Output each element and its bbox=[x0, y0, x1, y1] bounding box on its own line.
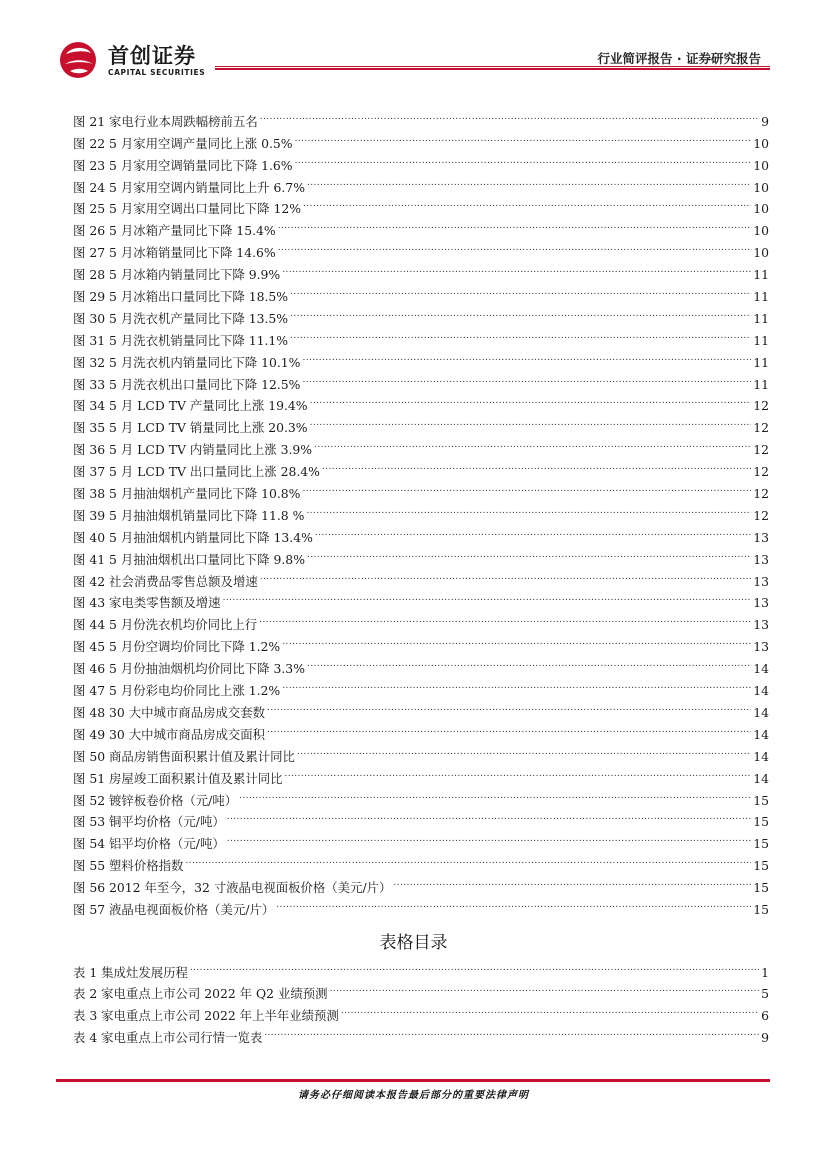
dot-leader bbox=[393, 870, 751, 892]
figure-toc-entry-page-number: 12 bbox=[753, 507, 769, 523]
figure-toc-entry-label: 图 25 5 月家用空调出口量同比下降 12% bbox=[73, 201, 302, 217]
figure-toc-entry-page-number: 10 bbox=[753, 245, 769, 261]
figure-toc-entry-page-number: 12 bbox=[753, 464, 769, 480]
figure-toc-entry-label: 图 55 塑料价格指数 bbox=[73, 858, 184, 874]
table-toc-entry-page-number: 1 bbox=[761, 964, 769, 980]
figure-toc-entry-page-number: 10 bbox=[753, 179, 769, 195]
figure-toc-entry-label: 图 46 5 月份抽油烟机均价同比下降 3.3% bbox=[73, 661, 305, 677]
figure-toc-entry-label: 图 24 5 月家用空调内销量同比上升 6.7% bbox=[73, 179, 305, 195]
figure-toc-entry-page-number: 12 bbox=[753, 420, 769, 436]
figure-toc-entry-page-number: 13 bbox=[753, 573, 769, 589]
figure-toc-entry-label: 图 52 镀锌板卷价格（元/吨） bbox=[73, 792, 238, 808]
figure-toc-entry-page-number: 15 bbox=[753, 814, 769, 830]
figure-toc-entry-page-number: 15 bbox=[753, 901, 769, 917]
figure-toc-entry-label: 图 35 5 月 LCD TV 销量同比上涨 20.3% bbox=[73, 420, 308, 436]
dot-leader bbox=[227, 805, 751, 827]
dot-leader bbox=[302, 345, 751, 367]
dot-leader bbox=[322, 454, 751, 476]
figure-toc-entry-page-number: 14 bbox=[753, 726, 769, 742]
figure-toc-entry-label: 图 39 5 月抽油烟机销量同比下降 11.8 % bbox=[73, 507, 305, 523]
dot-leader bbox=[227, 826, 751, 848]
figure-toc-entry-page-number: 15 bbox=[753, 792, 769, 808]
header-divider-thick bbox=[215, 68, 770, 70]
dot-leader bbox=[330, 977, 760, 999]
figure-toc-entry-label: 图 50 商品房销售面积累计值及累计同比 bbox=[73, 748, 295, 764]
figure-toc-entry-page-number: 10 bbox=[753, 135, 769, 151]
figure-toc-entry-page-number: 12 bbox=[753, 486, 769, 502]
dot-leader bbox=[267, 717, 751, 739]
figure-toc-entry-label: 图 53 铜平均价格（元/吨） bbox=[73, 814, 225, 830]
figure-toc-entry-label: 图 45 5 月份空调均价同比下降 1.2% bbox=[73, 639, 281, 655]
dot-leader bbox=[303, 192, 751, 214]
figure-toc-entry-label: 图 36 5 月 LCD TV 内销量同比上涨 3.9% bbox=[73, 442, 313, 458]
dot-leader bbox=[307, 542, 751, 564]
figure-toc-entry-label: 图 30 5 月洗衣机产量同比下降 13.5% bbox=[73, 310, 289, 326]
dot-leader bbox=[315, 520, 751, 542]
table-toc-entry-page-number: 5 bbox=[761, 986, 769, 1002]
figure-toc-entry-page-number: 13 bbox=[753, 551, 769, 567]
figure-toc-entry-label: 图 54 铝平均价格（元/吨） bbox=[73, 836, 225, 852]
figure-toc-entry-label: 图 31 5 月洗衣机销量同比下降 11.1% bbox=[73, 332, 289, 348]
figure-toc-entry-page-number: 14 bbox=[753, 661, 769, 677]
dot-leader bbox=[295, 148, 752, 170]
dot-leader bbox=[259, 607, 751, 629]
figure-toc-entry-page-number: 11 bbox=[753, 267, 769, 283]
figure-toc-entry-page-number: 11 bbox=[753, 354, 769, 370]
table-toc-entry-page-number: 6 bbox=[761, 1008, 769, 1024]
dot-leader bbox=[295, 126, 752, 148]
figure-toc-entry-page-number: 15 bbox=[753, 858, 769, 874]
dot-leader bbox=[267, 695, 751, 717]
dot-leader bbox=[290, 301, 751, 323]
table-toc-entry-label: 表 1 集成灶发展历程 bbox=[73, 964, 188, 980]
figure-toc-entry-label: 图 51 房屋竣工面积累计值及累计同比 bbox=[73, 770, 283, 786]
figure-toc-entry-label: 图 57 液晶电视面板价格（美元/片） bbox=[73, 901, 275, 917]
dot-leader bbox=[302, 367, 751, 389]
table-toc-entry-label: 表 3 家电重点上市公司 2022 年上半年业绩预测 bbox=[73, 1008, 339, 1024]
figure-toc-entry-page-number: 11 bbox=[753, 310, 769, 326]
table-toc-entry[interactable] bbox=[73, 955, 769, 980]
dot-leader bbox=[314, 432, 751, 454]
figure-toc-entry-label: 图 38 5 月抽油烟机产量同比下降 10.8% bbox=[73, 486, 301, 502]
dot-leader bbox=[302, 476, 751, 498]
figure-toc-entry-label: 图 43 家电类零售额及增速 bbox=[73, 595, 221, 611]
page-header bbox=[0, 0, 827, 90]
dot-leader bbox=[307, 170, 751, 192]
figure-toc-entry-label: 图 21 家电行业本周跌幅榜前五名 bbox=[73, 113, 258, 129]
figure-toc-entry-page-number: 9 bbox=[761, 113, 769, 129]
dot-leader bbox=[223, 586, 752, 608]
footer-divider bbox=[56, 1079, 770, 1082]
figure-toc-entry-label: 图 32 5 月洗衣机内销量同比下降 10.1% bbox=[73, 354, 301, 370]
figure-toc-entry-label: 图 47 5 月份彩电均价同比上涨 1.2% bbox=[73, 683, 281, 699]
dot-leader bbox=[185, 848, 751, 870]
header-divider bbox=[215, 66, 770, 67]
legal-disclaimer: 请务必仔细阅读本报告最后部分的重要法律声明 bbox=[298, 1090, 529, 1101]
figure-toc-entry-page-number: 11 bbox=[753, 332, 769, 348]
dot-leader bbox=[341, 998, 759, 1020]
figure-toc-entry-label: 图 34 5 月 LCD TV 产量同比上涨 19.4% bbox=[73, 398, 308, 414]
figure-toc-entry-label: 图 22 5 月家用空调产量同比上涨 0.5% bbox=[73, 135, 293, 151]
figure-toc-entry-page-number: 13 bbox=[753, 639, 769, 655]
dot-leader bbox=[282, 257, 751, 279]
table-toc-title: 表格目录 bbox=[379, 933, 448, 953]
figure-toc-entry-page-number: 11 bbox=[753, 376, 769, 392]
figure-toc-entry-page-number: 14 bbox=[753, 770, 769, 786]
figure-toc-entry-page-number: 15 bbox=[753, 880, 769, 896]
figure-toc-entry-label: 图 33 5 月洗衣机出口量同比下降 12.5% bbox=[73, 376, 301, 392]
figure-toc-entry-page-number: 14 bbox=[753, 748, 769, 764]
table-toc-list bbox=[73, 955, 769, 1045]
figure-toc-entry-label: 图 27 5 月冰箱销量同比下降 14.6% bbox=[73, 245, 276, 261]
dot-leader bbox=[285, 761, 752, 783]
figure-toc-entry-page-number: 10 bbox=[753, 223, 769, 239]
dot-leader bbox=[264, 1020, 759, 1042]
dot-leader bbox=[190, 955, 759, 977]
figure-toc-entry-page-number: 13 bbox=[753, 529, 769, 545]
dot-leader bbox=[276, 892, 751, 914]
figure-toc-entry-label: 图 28 5 月冰箱内销量同比下降 9.9% bbox=[73, 267, 281, 283]
figure-toc-entry-page-number: 13 bbox=[753, 595, 769, 611]
company-logo bbox=[58, 38, 218, 84]
figure-toc-list bbox=[73, 104, 769, 917]
dot-leader bbox=[260, 104, 759, 126]
report-type-label: 行业简评报告 · 证券研究报告 bbox=[597, 51, 761, 66]
figure-toc-entry-page-number: 11 bbox=[753, 289, 769, 305]
dot-leader bbox=[310, 389, 752, 411]
dot-leader bbox=[282, 629, 751, 651]
figure-toc-entry-label: 图 42 社会消费品零售总额及增速 bbox=[73, 573, 258, 589]
dot-leader bbox=[306, 498, 751, 520]
dot-leader bbox=[290, 323, 751, 345]
figure-toc-entry-page-number: 15 bbox=[753, 836, 769, 852]
figure-toc-entry-page-number: 10 bbox=[753, 201, 769, 217]
figure-toc-entry-label: 图 49 30 大中城市商品房成交面积 bbox=[73, 726, 266, 742]
figure-toc-entry-label: 图 48 30 大中城市商品房成交套数 bbox=[73, 704, 266, 720]
dot-leader bbox=[297, 739, 751, 761]
logo-english-text: CAPITAL SECURITIES bbox=[108, 68, 206, 77]
table-toc-entry-page-number: 9 bbox=[761, 1029, 769, 1045]
dot-leader bbox=[260, 564, 751, 586]
figure-toc-entry[interactable] bbox=[73, 104, 769, 129]
figure-toc-entry-page-number: 10 bbox=[753, 157, 769, 173]
figure-toc-entry-page-number: 12 bbox=[753, 442, 769, 458]
figure-toc-entry-label: 图 41 5 月抽油烟机出口量同比下降 9.8% bbox=[73, 551, 305, 567]
figure-toc-entry-label: 图 40 5 月抽油烟机内销量同比下降 13.4% bbox=[73, 529, 313, 545]
logo-chinese-text: 首创证券 bbox=[108, 44, 196, 68]
capital-securities-logo-icon bbox=[58, 40, 102, 80]
figure-toc-entry-page-number: 13 bbox=[753, 617, 769, 633]
figure-toc-entry-label: 图 44 5 月份洗衣机均价同比上行 bbox=[73, 617, 258, 633]
dot-leader bbox=[278, 235, 752, 257]
dot-leader bbox=[282, 673, 751, 695]
dot-leader bbox=[307, 651, 751, 673]
dot-leader bbox=[239, 783, 751, 805]
figure-toc-entry-label: 图 23 5 月家用空调销量同比下降 1.6% bbox=[73, 157, 293, 173]
figure-toc-entry-page-number: 14 bbox=[753, 704, 769, 720]
figure-toc-entry-label: 图 56 2012 年至今，32 寸液晶电视面板价格（美元/片） bbox=[73, 880, 392, 896]
table-toc-entry-label: 表 2 家电重点上市公司 2022 年 Q2 业绩预测 bbox=[73, 986, 328, 1002]
dot-leader bbox=[310, 410, 752, 432]
table-toc-entry-label: 表 4 家电重点上市公司行情一览表 bbox=[73, 1029, 263, 1045]
figure-toc-entry-page-number: 14 bbox=[753, 683, 769, 699]
figure-toc-entry-label: 图 29 5 月冰箱出口量同比下降 18.5% bbox=[73, 289, 289, 305]
figure-toc-entry-label: 图 26 5 月冰箱产量同比下降 15.4% bbox=[73, 223, 276, 239]
figure-toc-entry-page-number: 12 bbox=[753, 398, 769, 414]
figure-toc-entry-label: 图 37 5 月 LCD TV 出口量同比上涨 28.4% bbox=[73, 464, 320, 480]
dot-leader bbox=[290, 279, 751, 301]
dot-leader bbox=[278, 213, 752, 235]
